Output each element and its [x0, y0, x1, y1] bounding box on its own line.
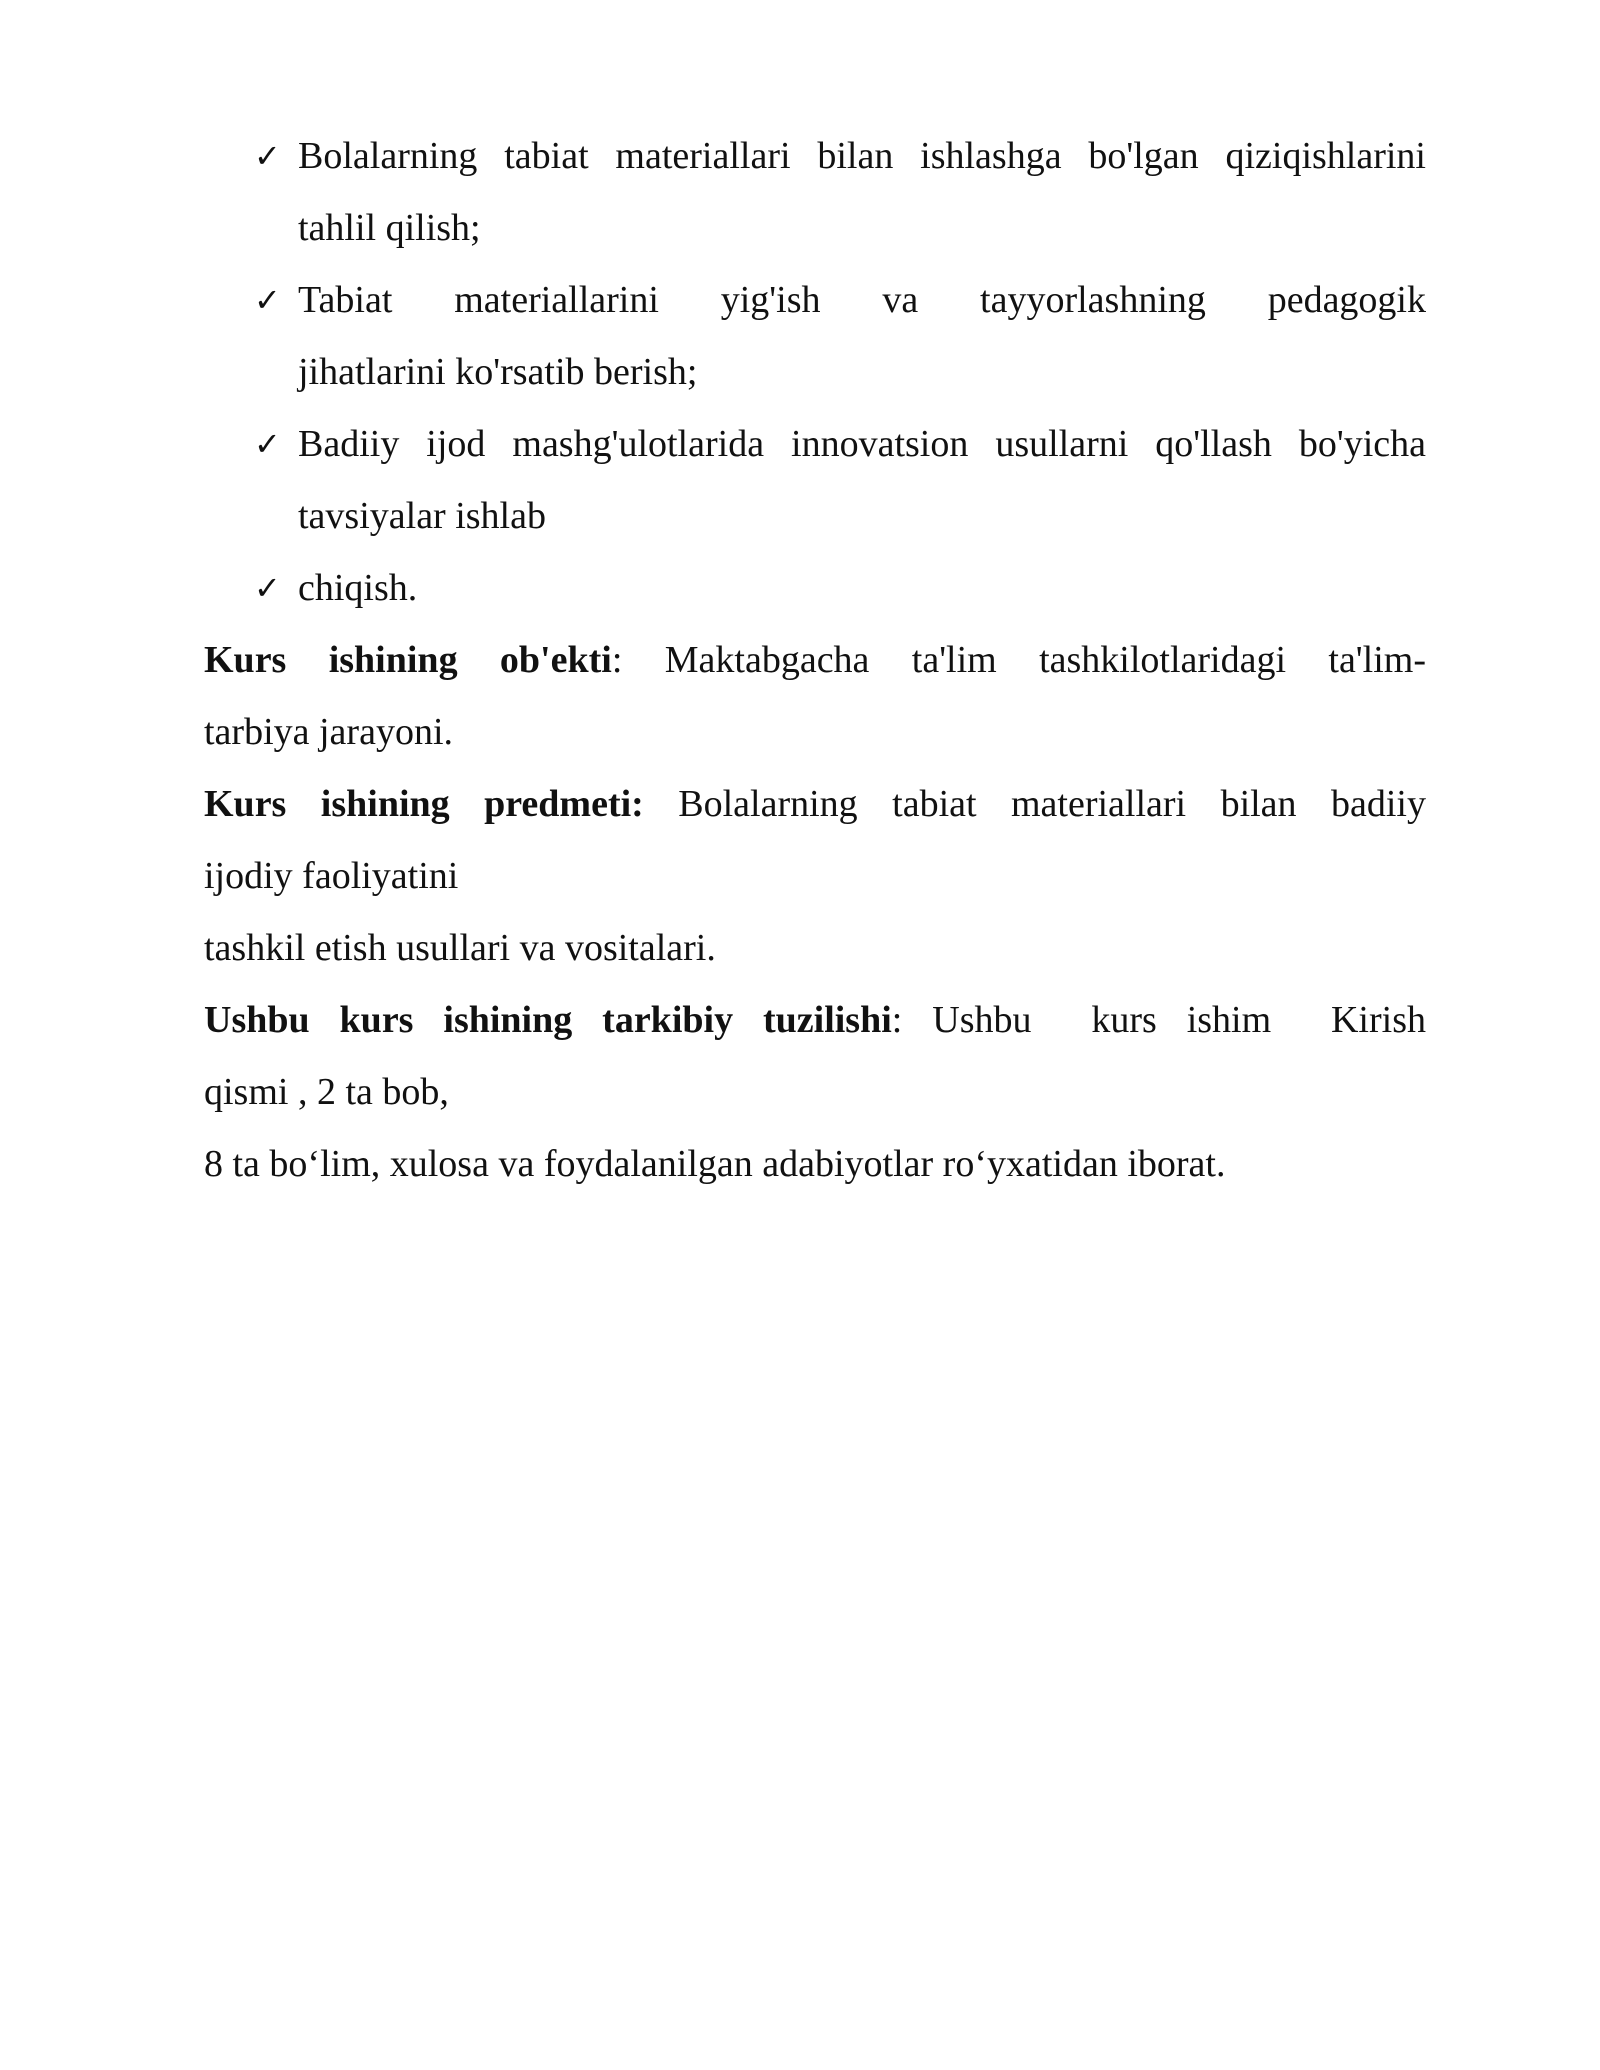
list-item-line: tavsiyalar ishlab: [298, 495, 546, 537]
objectives-list: [204, 120, 1426, 624]
object-label: Kurs ishining ob'ekti: [204, 639, 612, 681]
checkmark-icon: ✓: [254, 281, 281, 319]
paragraph-line: 8 ta bo‘lim, xulosa va foydalanilgan adabiyotlar ro‘yxatidan iborat.: [204, 1143, 1226, 1185]
checkmark-icon: ✓: [254, 569, 281, 607]
object-paragraph: [204, 624, 1426, 768]
list-item: [204, 552, 1426, 624]
structure-text: Ushbu kurs ishim Kirish: [902, 999, 1426, 1041]
structure-separator: :: [891, 999, 903, 1041]
list-item: [204, 264, 1426, 408]
checkmark-icon: ✓: [254, 137, 281, 175]
paragraph-line: qismi , 2 ta bob,: [204, 1071, 449, 1113]
subject-text: Bolalarning tabiat materiallari bilan badiiy: [643, 783, 1426, 825]
list-item: [204, 120, 1426, 264]
paragraph-line: [204, 624, 1426, 696]
paragraph-line: ijodiy faoliyatini: [204, 855, 459, 897]
subject-paragraph: [204, 768, 1426, 984]
list-item-line: Bolalarning tabiat materiallari bilan ishlashga bo'lgan qiziqishlarini: [298, 135, 1426, 177]
list-item-line: chiqish.: [298, 567, 418, 609]
list-item-line: tahlil qilish;: [298, 207, 481, 249]
page-content: [204, 120, 1426, 1200]
object-separator: :: [611, 639, 623, 681]
object-text: Maktabgacha ta'lim tashkilotlaridagi ta'lim-: [622, 639, 1426, 681]
paragraph-line: tarbiya jarayoni.: [204, 711, 454, 753]
paragraph-line: [204, 984, 1426, 1056]
list-item-line: jihatlarini ko'rsatib berish;: [298, 351, 698, 393]
structure-label: Ushbu kurs ishining tarkibiy tuzilishi: [204, 999, 892, 1041]
paragraph-line: [204, 768, 1426, 840]
list-item-line: Tabiat materiallarini yig'ish va tayyorlashning pedagogik: [298, 279, 1426, 321]
list-item: [204, 408, 1426, 552]
structure-paragraph: [204, 984, 1426, 1200]
checkmark-icon: ✓: [254, 425, 281, 463]
list-item-line: Badiiy ijod mashg'ulotlarida innovatsion usullarni qo'llash bo'yicha: [298, 423, 1426, 465]
paragraph-line: tashkil etish usullari va vositalari.: [204, 927, 716, 969]
subject-label: Kurs ishining predmeti:: [204, 783, 644, 825]
